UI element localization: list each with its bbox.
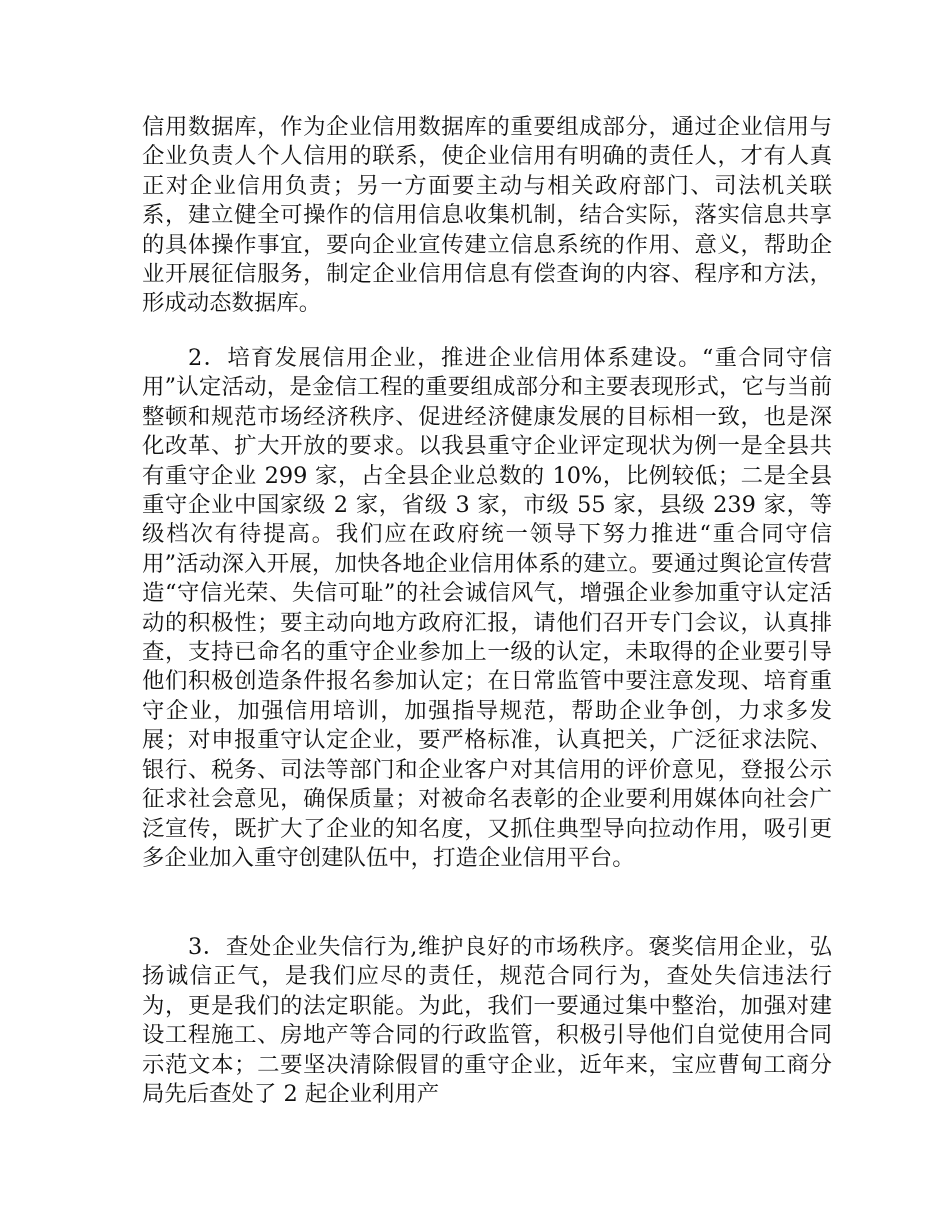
paragraph-text: 信用数据库，作为企业信用数据库的重要组成部分，通过企业信用与企业负责人个人信用的联系，使企业信用有明确的责任人，才有人真正对企业信用负责；另一方面要主动与相关政府部门、司法机关联系，建立健全可操作的信用信息收集机制，结合实际，落实信息共享的具体操作事宜，要向企业宣传建立信息系统的作用、意义，帮助企业开展征信服务，制定企业信用信息有偿查询的内容、程序和方法，形成动态数据库。 — [142, 114, 832, 317]
paragraph-text: 2．培育发展信用企业，推进企业信用体系建设。“重合同守信用”认定活动，是金信工程的重要组成部分和主要表现形式，它与当前整顿和规范市场经济秩序、促进经济健康发展的目标相一致，也是深化改革、扩大开放的要求。以我县重守企业评定现状为例一是全县共有重守企业 299 家，占全县企业总数的 10%，比例较低；二是全县重守企业中国家级 2 家，省级 3 家，市级 55 家，县级 239 家，等级档次有待提高。我们应在政府统一领导下努力推进“重合同守信用”活动深入开展，加快各地企业信用体系的建立。要通过舆论宣传营造“守信光荣、失信可耻”的社会诚信风气，增强企业参加重守认定活动的积极性；要主动向地方政府汇报，请他们召开专门会议，认真排查，支持已命名的重守企业参加上一级的认定，未取得的企业要引导他们积极创造条件报名参加认定；在日常监管中要注意发现、培育重守企业，加强信用培训，加强指导规范，帮助企业争创，力求多发展；对申报重守认定企业，要严格标准，认真把关，广泛征求法院、银行、税务、司法等部门和企业客户对其信用的评价意见，登报公示征求社会意见，确保质量；对被命名表彰的企业要利用媒体向社会广泛宣传，既扩大了企业的知名度，又抓住典型导向拉动作用，吸引更多企业加入重守创建队伍中，打造企业信用平台。 — [142, 345, 832, 871]
paragraph-database — [142, 113, 832, 319]
paragraph-text: 3．查处企业失信行为,维护良好的市场秩序。褒奖信用企业，弘扬诚信正气，是我们应尽的责任，规范合同行为，查处失信违法行为，更是我们的法定职能。为此，我们一要通过集中整治，加强对建设工程施工、房地产等合同的行政监管，积极引导他们自觉使用合同示范文本；二要坚决清除假冒的重守企业，近年来，宝应曹甸工商分局先后查处了 2 起企业利用产 — [142, 934, 832, 1108]
paragraph-dishonesty-enforcement — [142, 933, 832, 1109]
paragraph-credit-enterprises — [142, 344, 832, 873]
